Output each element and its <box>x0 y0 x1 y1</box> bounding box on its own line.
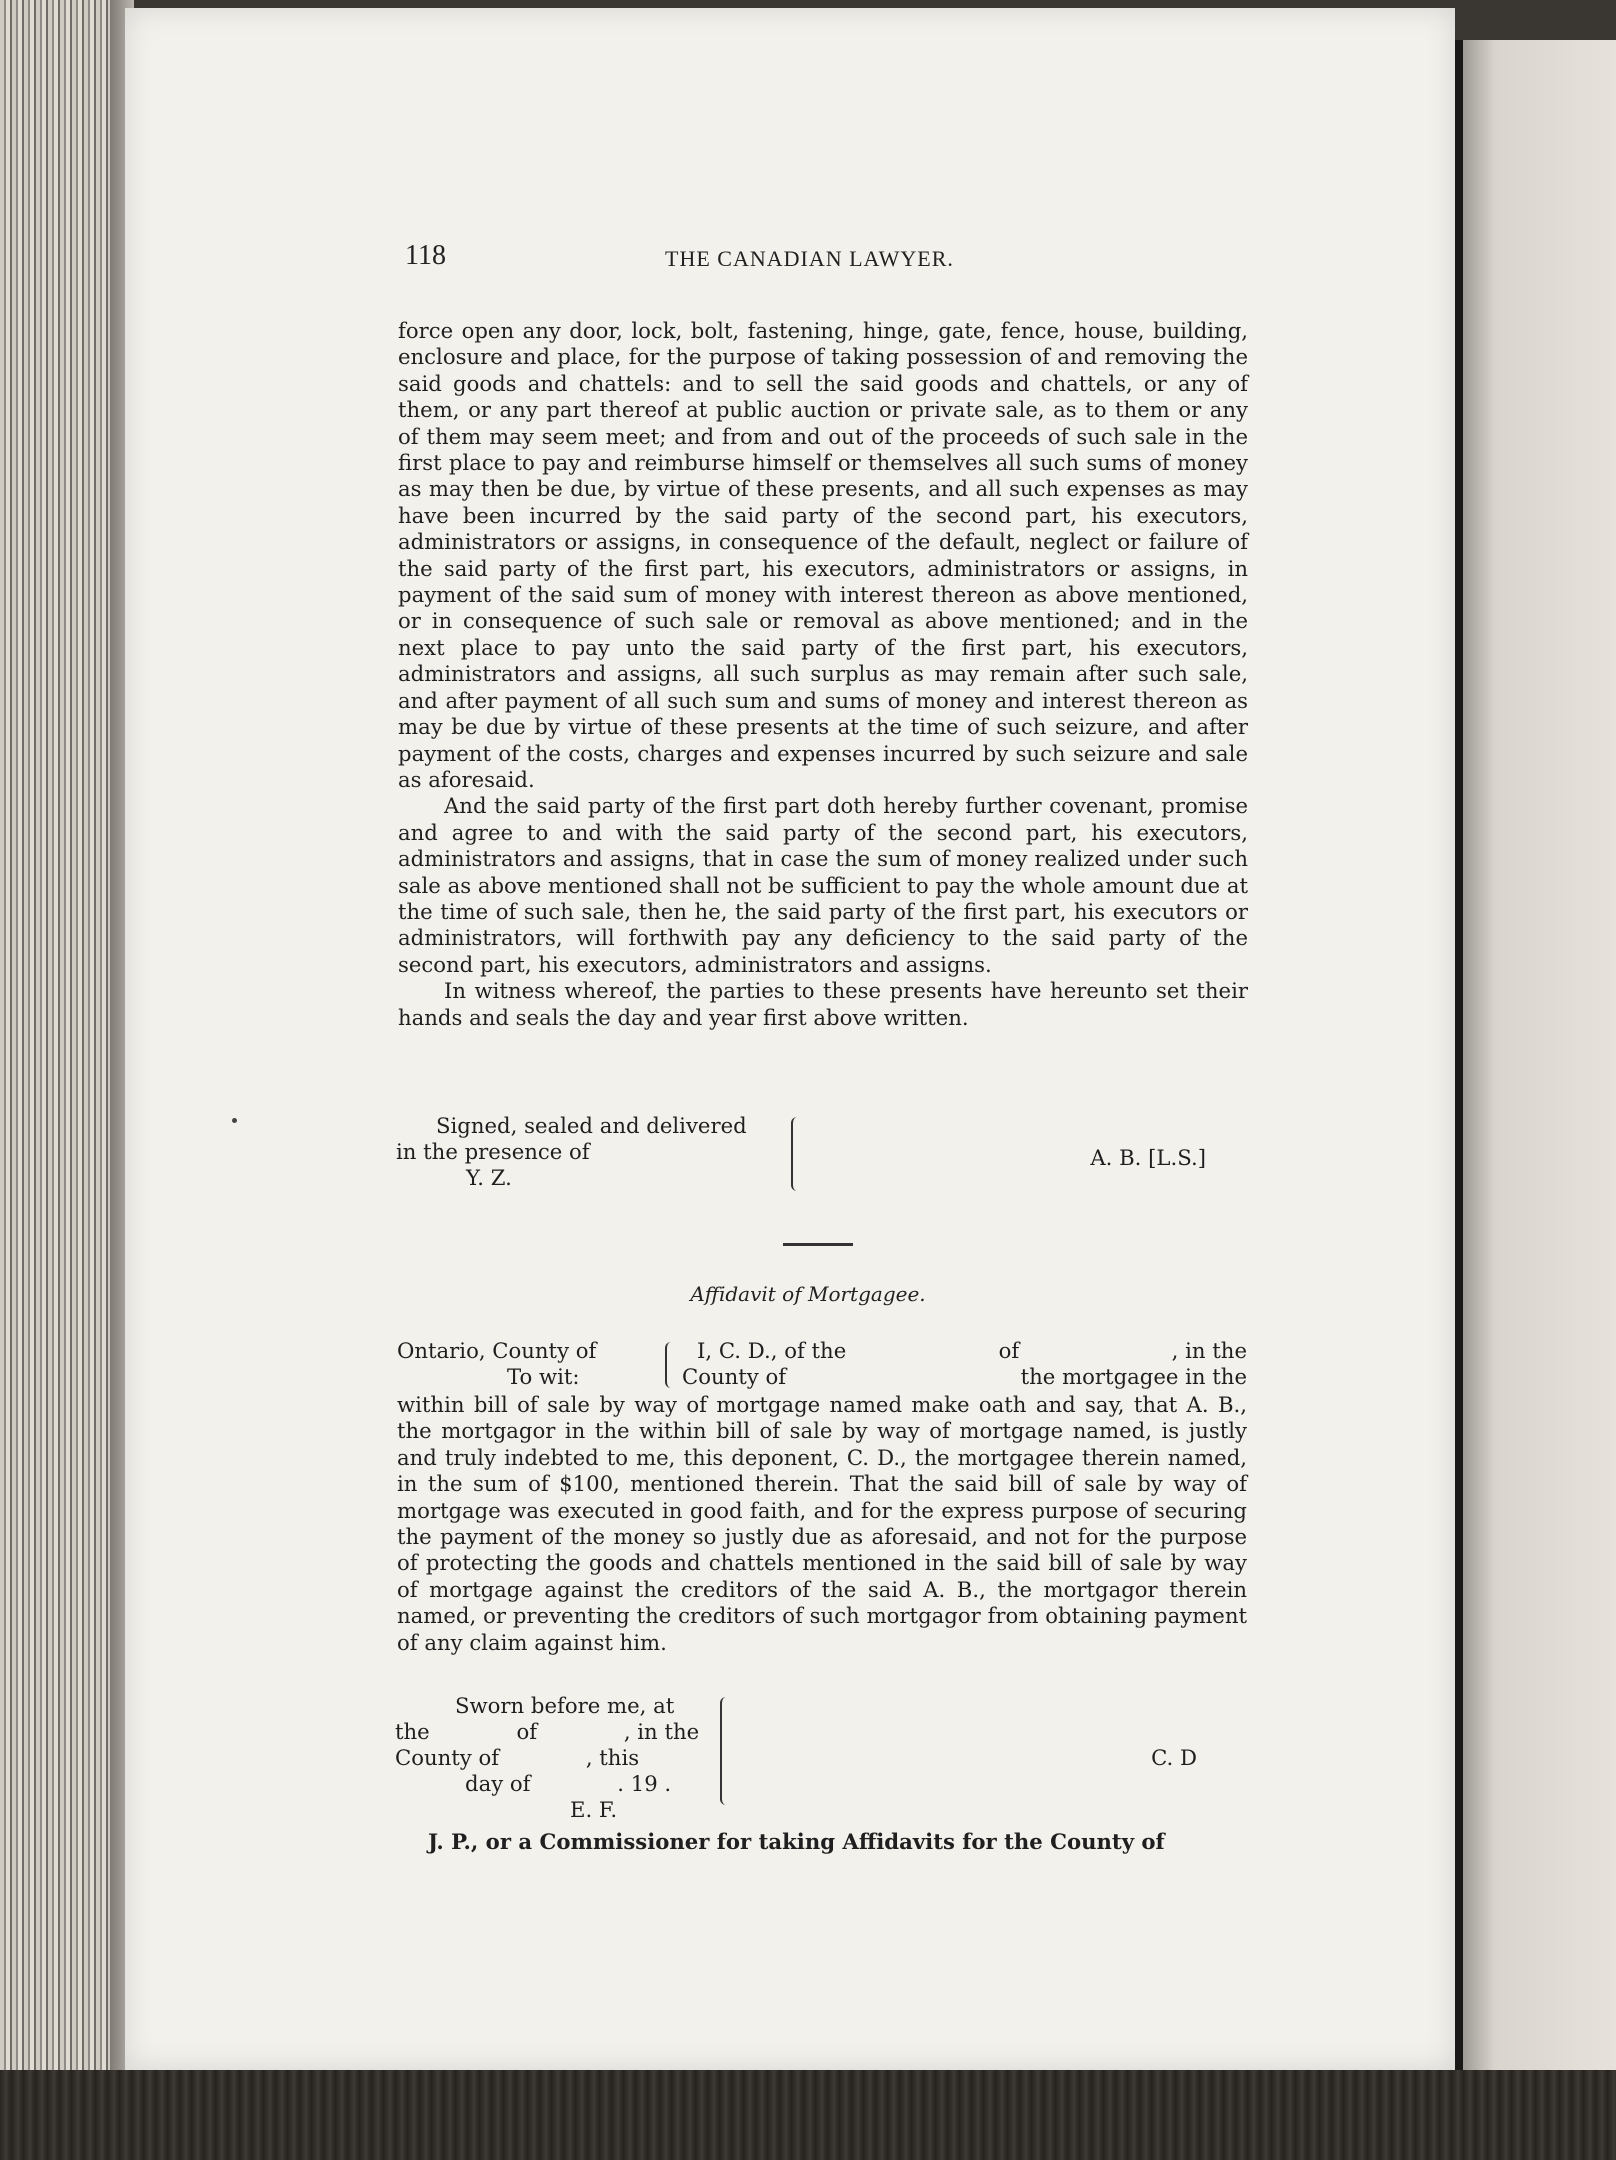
signature-line-2: in the presence of <box>396 1139 590 1164</box>
signature-line-1: Signed, sealed and delivered <box>436 1113 747 1138</box>
deponent-line-1-c: , in the <box>1171 1338 1247 1363</box>
deponent-line-2 <box>682 1364 1247 1390</box>
jurat-line-4-b: . 19 . <box>617 1771 672 1796</box>
jurat-line-3-b: , this <box>585 1745 640 1770</box>
jurat-line-2-b: of <box>516 1719 538 1744</box>
scan-speck <box>232 1118 237 1123</box>
affidavit-title: Affidavit of Mortgagee. <box>690 1282 926 1306</box>
witness-initials: Y. Z. <box>466 1165 512 1190</box>
jurat-line-4-a: day of <box>465 1771 531 1796</box>
section-separator <box>783 1243 853 1246</box>
jurat-line-3-a: County of <box>395 1745 500 1770</box>
jurat-line-2-c: , in the <box>623 1719 700 1744</box>
jurat-block <box>395 1693 1245 1843</box>
deponent-line-2-a: County of <box>682 1364 787 1389</box>
running-title: THE CANADIAN LAWYER. <box>665 246 954 271</box>
signature-block <box>396 1113 1246 1203</box>
jurat-line-2-a: the <box>395 1719 430 1744</box>
paragraph-1: force open any door, lock, bolt, fastening, hinge, gate, fence, house, building, enclosure and place, for the purpose of taking possession of and removing the said goods and chattels: and to sell the said goods and chattels, or any of them, or any part thereof at public auction or private sale, as to them or any of them may seem meet; and from and out of the proceeds of such sale in the first place to pay and reimburse himself or themselves all such sums of money as may then be due, by virtue of these presents, and all such expenses as may have been incurred by the said party of the second part, his executors, administrators or assigns, in consequence of the default, neglect or failure of the said party of the first part, his executors, administrators or assigns, in payment of the said sum of money with interest thereon as above mentioned, or in consequence of such sale or removal as above mentioned; and in the next place to pay unto the said party of the first part, his executors, administrators and assigns, all such surplus as may remain after such sale, and after payment of all such sum and sums of money and interest thereon as may be due by virtue of these presents at the time of such seizure, and after payment of the costs, charges and expenses incurred by such seizure and sale as aforesaid. <box>398 318 1248 792</box>
affidavit-venue-row <box>397 1338 1247 1392</box>
jurat-line-2 <box>395 1719 699 1745</box>
book-page-edges <box>0 0 122 2070</box>
venue-line-1: Ontario, County of <box>397 1338 597 1363</box>
venue-line-2: To wit: <box>507 1364 580 1389</box>
jurat-line-3 <box>395 1745 639 1771</box>
affidavit-block <box>397 1338 1247 1656</box>
deponent-initials: C. D <box>1151 1745 1197 1770</box>
paragraph-2: And the said party of the first part doth hereby further covenant, promise and agree to and with the said party of the second part, his executors, administrators and assigns, that in case the sum of money realized under such sale as above mentioned shall not be sufficient to pay the whole amount due at the time of such sale, then he, the said party of the first part, his executors or administrators, will forthwith pay any deficiency to the said party of the second part, his executors, administrators and assigns. <box>398 793 1248 977</box>
signature-brace <box>791 1117 805 1191</box>
venue-brace <box>665 1342 677 1388</box>
main-text <box>398 318 1248 1031</box>
deponent-line-1-a: I, C. D., of the <box>697 1338 847 1363</box>
affidavit-body: within bill of sale by way of mortgage named make oath and say, that A. B., the mortgagor in the within bill of sale by way of mortgage named, is justly and truly indebted to me, this deponent, C. D., the mortgagee therein named, in the sum of $100, mentioned therein. That the said bill of sale by way of mortgage was executed in good faith, and for the express purpose of securing the payment of the money so justly due as aforesaid, and not for the purpose of protecting the goods and chattels mentioned in the said bill of sale by way of mortgage against the creditors of the said A. B., the mortgagor therein named, or preventing the creditors of such mortgagor from obtaining payment of any claim against him. <box>397 1392 1247 1655</box>
jurat-line-4 <box>465 1771 671 1797</box>
commissioner-line: J. P., or a Commissioner for taking Affidavits for the County of <box>428 1829 1165 1854</box>
jurat-brace <box>720 1697 734 1805</box>
deponent-line-1-b: of <box>998 1338 1020 1363</box>
signer-name: A. B. [L.S.] <box>1090 1145 1206 1170</box>
jurat-line-1: Sworn before me, at <box>455 1693 675 1718</box>
page-number: 118 <box>405 240 446 271</box>
deponent-line-1 <box>697 1338 1247 1364</box>
book-bottom-edge <box>0 2070 1616 2160</box>
commissioner-initials: E. F. <box>570 1797 618 1822</box>
paragraph-3: In witness whereof, the parties to these presents have hereunto set their hands and seals the day and year first above written. <box>398 978 1248 1030</box>
facing-page-edge <box>1455 40 1616 2070</box>
deponent-line-2-b: the mortgagee in the <box>1020 1364 1247 1389</box>
